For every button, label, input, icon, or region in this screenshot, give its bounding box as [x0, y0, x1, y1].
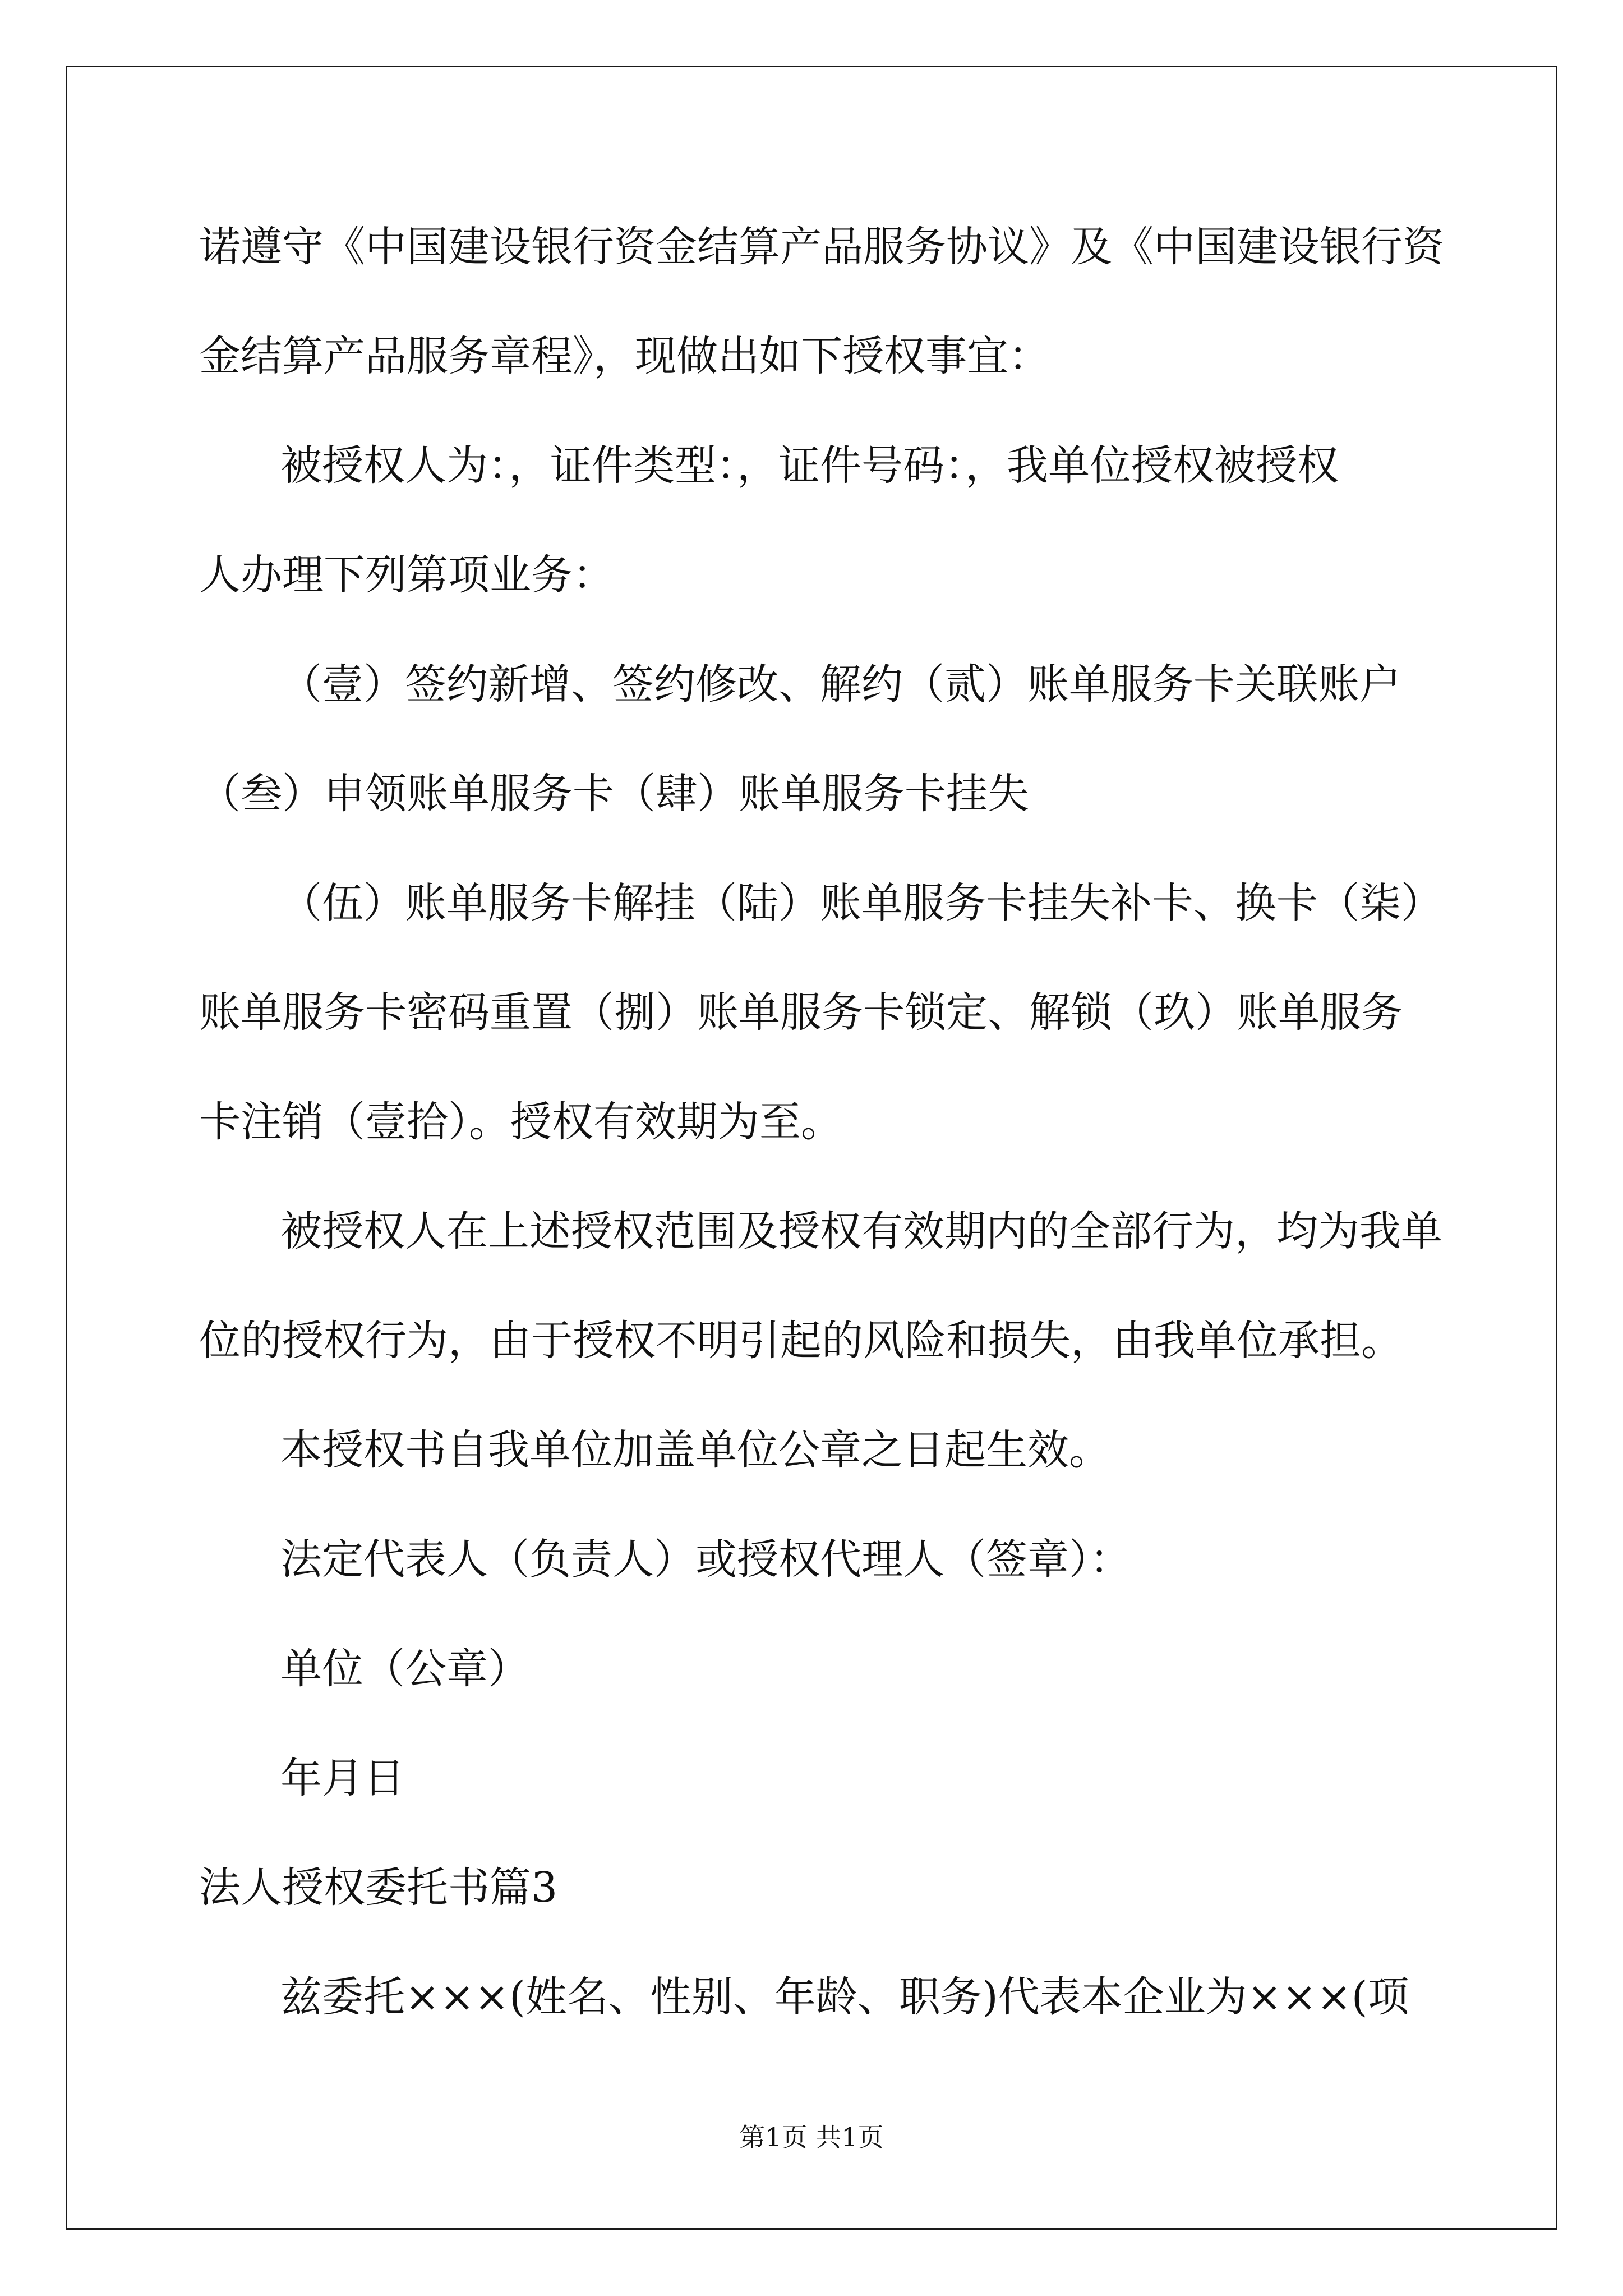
page-footer: 第1页 共1页: [739, 2122, 884, 2152]
text-line: 单位（公章）: [280, 1645, 529, 1693]
text-line: 人办理下列第项业务：: [199, 551, 614, 599]
text-line: （壹）签约新增、签约修改、解约（贰）账单服务卡关联账户: [280, 660, 1401, 708]
text-line: （叁）申领账单服务卡（肆）账单服务卡挂失: [199, 770, 1029, 818]
text-line: 被授权人为：，证件类型：，证件号码：，我单位授权被授权: [280, 441, 1339, 490]
text-line: 账单服务卡密码重置（捌）账单服务卡锁定、解锁（玖）账单服务: [199, 988, 1403, 1037]
text-line: 法定代表人（负责人）或授权代理人（签章）：: [280, 1535, 1131, 1584]
text-line: 位的授权行为，由于授权不明引起的风险和损失，由我单位承担。: [199, 1317, 1403, 1365]
text-line: 本授权书自我单位加盖单位公章之日起生效。: [280, 1426, 1110, 1474]
text-line: 诺遵守《中国建设银行资金结算产品服务协议》及《中国建设银行资: [199, 223, 1444, 271]
section-heading: 法人授权委托书篇3: [199, 1864, 558, 1912]
text-line: 兹委托×××(姓名、性别、年龄、职务)代表本企业为×××(项: [280, 1973, 1409, 2021]
text-line: 被授权人在上述授权范围及授权有效期内的全部行为，均为我单: [280, 1207, 1442, 1255]
text-line: 年月日: [280, 1754, 405, 1802]
text-line: （伍）账单服务卡解挂（陆）账单服务卡挂失补卡、换卡（柒）: [280, 879, 1442, 927]
text-line: 金结算产品服务章程》，现做出如下授权事宜：: [199, 332, 1050, 380]
text-line: 卡注销（壹拾）。授权有效期为至。: [199, 1098, 842, 1146]
